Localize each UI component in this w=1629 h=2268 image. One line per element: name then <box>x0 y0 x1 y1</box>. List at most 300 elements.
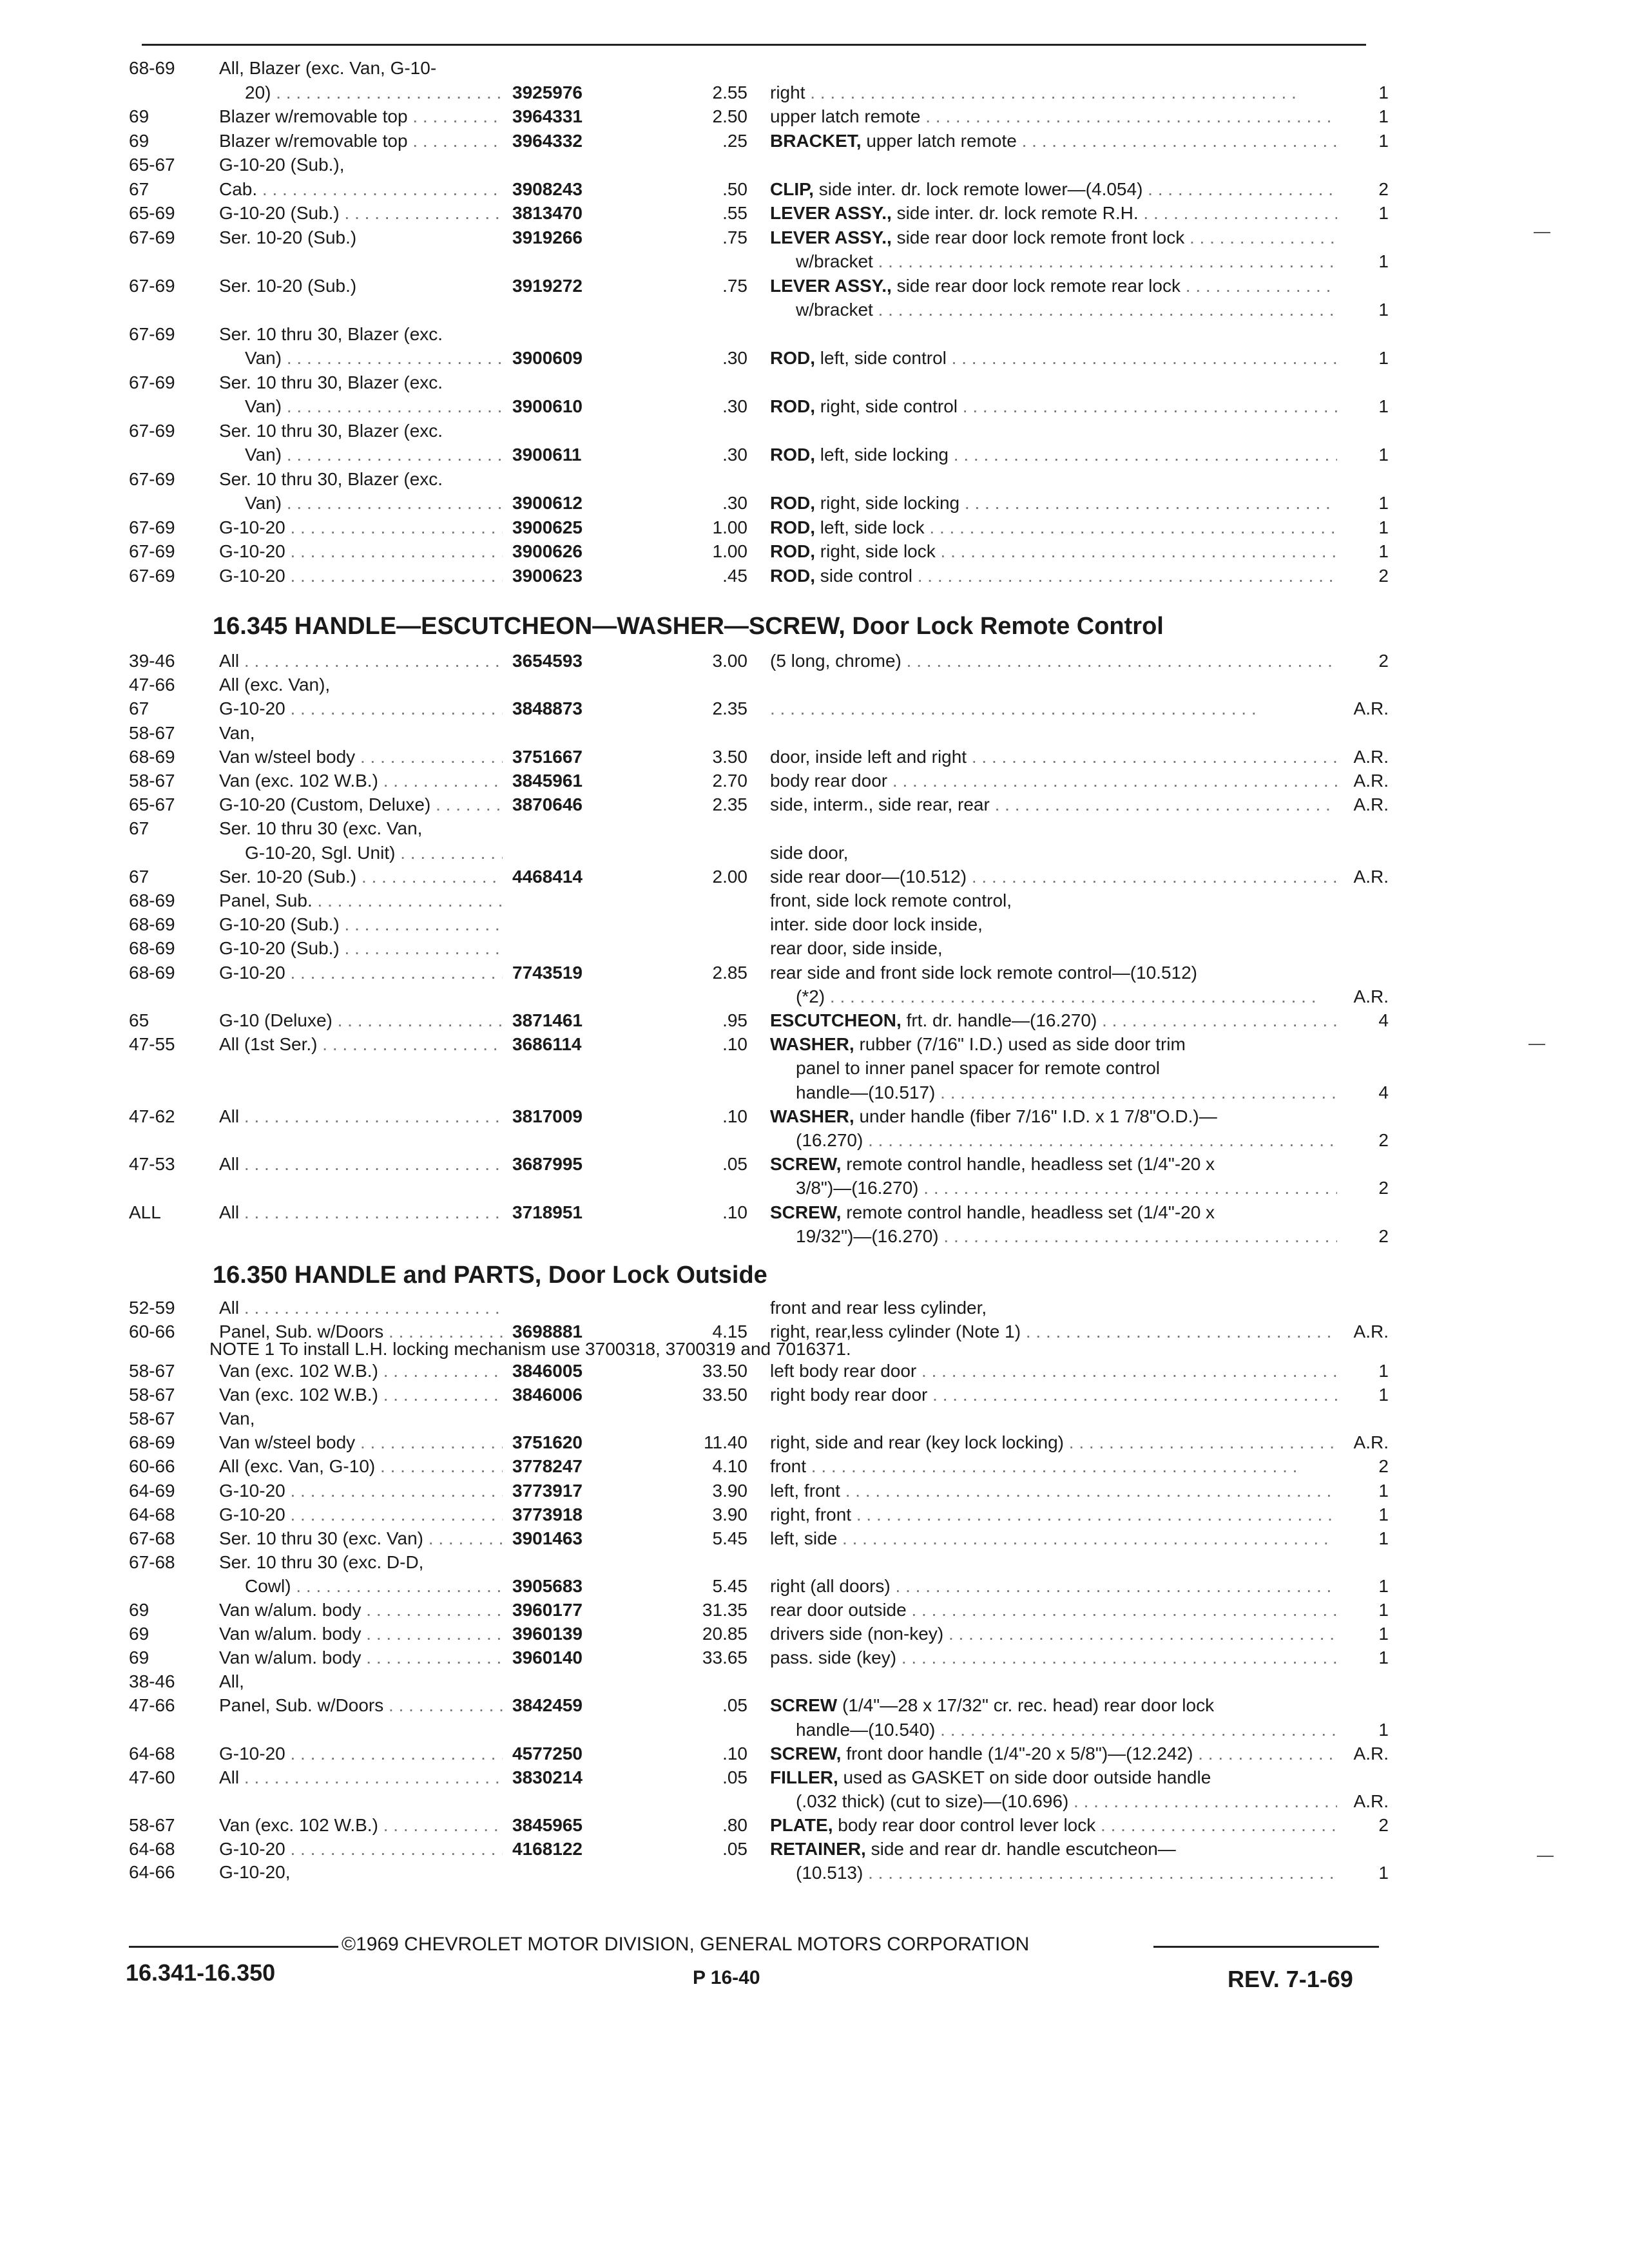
section-heading-16-350: 16.350 HANDLE and PARTS, Door Lock Outside <box>213 1262 767 1289</box>
quantity: A.R. <box>1353 1432 1389 1453</box>
quantity: 1 <box>1378 493 1389 513</box>
quantity: A.R. <box>1353 1743 1389 1763</box>
description-text: side and rear dr. handle escutcheon— <box>865 1839 1176 1859</box>
application: G-10-20 . . . <box>219 1479 503 1503</box>
part-number: 3919272 <box>512 275 583 296</box>
description-text: rubber (7/16" I.D.) used as side door trim <box>854 1034 1186 1055</box>
part-number: 3718951 <box>512 1202 583 1222</box>
part-name: ESCUTCHEON, <box>770 1010 901 1030</box>
part-number: 3817009 <box>512 1106 583 1126</box>
description-text: right body rear door <box>770 1385 928 1405</box>
table-row <box>0 81 1629 104</box>
list-price: 33.65 <box>702 1648 747 1668</box>
table-row <box>0 1081 1629 1104</box>
table-row <box>0 649 1629 673</box>
quantity: A.R. <box>1353 1791 1389 1811</box>
table-row <box>0 1431 1629 1454</box>
part-name: WASHER, <box>770 1106 854 1126</box>
quantity: 1 <box>1378 1648 1389 1668</box>
model-year: 67-69 <box>129 372 175 392</box>
list-price: .30 <box>722 348 747 368</box>
part-description <box>796 1718 1337 1742</box>
description-text: side rear door—(10.512) <box>770 866 967 887</box>
quantity: 2 <box>1378 1130 1389 1150</box>
application: G-10-20 . . . <box>219 1742 503 1765</box>
part-number: 3686114 <box>512 1034 582 1055</box>
quantity: 1 <box>1378 251 1389 271</box>
model-year: 60-66 <box>129 1321 175 1341</box>
model-year: 64-66 <box>129 1862 175 1882</box>
description-text: front, side lock remote control, <box>770 890 1012 910</box>
description-text: side rear door lock remote rear lock <box>891 275 1181 296</box>
description-text: left, side locking <box>815 445 949 465</box>
list-price: 1.00 <box>712 541 747 561</box>
list-price: 2.50 <box>712 106 747 126</box>
part-description <box>770 1153 1337 1176</box>
part-description <box>770 130 1337 153</box>
application: Cab. . . . <box>219 178 503 201</box>
list-price: 2.35 <box>712 794 747 815</box>
description-text: rear side and front side lock remote control—(10.512) <box>770 962 1197 983</box>
revision-date: REV. 7-1-69 <box>1228 1966 1353 1992</box>
part-number: 3900626 <box>512 541 583 561</box>
quantity: 4 <box>1378 1082 1389 1102</box>
application: Van (exc. 102 W.B.) . . . <box>219 1383 503 1407</box>
application: G-10-20 . . . <box>219 697 503 720</box>
model-year: 68-69 <box>129 1432 175 1453</box>
description-text: right (all doors) <box>770 1575 891 1596</box>
part-description <box>770 1033 1337 1056</box>
part-description <box>770 1455 1337 1478</box>
model-year: 65 <box>129 1010 149 1030</box>
section-range: 16.341-16.350 <box>126 1959 276 1986</box>
table-row <box>0 298 1629 322</box>
part-number: 3964332 <box>512 130 583 151</box>
application: Ser. 10-20 (Sub.) . . . <box>219 865 503 889</box>
part-description <box>770 347 1337 370</box>
model-year: 67 <box>129 698 149 719</box>
part-description <box>770 81 1337 104</box>
list-price: 4.15 <box>712 1321 747 1341</box>
description-text: (5 long, chrome) <box>770 651 901 671</box>
description-text: under handle (fiber 7/16" I.D. x 1 7/8"O.D.)— <box>854 1106 1217 1126</box>
part-number: 3960139 <box>512 1624 583 1644</box>
list-price: 2.70 <box>712 771 747 791</box>
quantity: 2 <box>1378 1225 1389 1246</box>
description-text: left, side <box>770 1528 838 1548</box>
description-text: front <box>770 1456 807 1477</box>
table-row <box>0 1575 1629 1598</box>
description-text: right <box>770 82 805 102</box>
list-price: 5.45 <box>712 1528 747 1548</box>
description-text: frt. dr. handle—(16.270) <box>901 1010 1097 1030</box>
table-row <box>0 1153 1629 1176</box>
list-price: 1.00 <box>712 517 747 537</box>
model-year: 65-69 <box>129 203 175 223</box>
quantity: A.R. <box>1353 698 1389 719</box>
part-description <box>770 793 1337 816</box>
part-name: SCREW, <box>770 1154 842 1175</box>
quantity: 1 <box>1378 348 1389 368</box>
table-row <box>0 1503 1629 1526</box>
list-price: 31.35 <box>702 1600 747 1620</box>
part-number: 3698881 <box>512 1321 583 1341</box>
part-description <box>796 1057 1337 1080</box>
part-description <box>770 961 1337 985</box>
description-text: left body rear door <box>770 1361 917 1381</box>
application: G-10-20, Sgl. Unit) . . . <box>245 841 503 865</box>
model-year: 67-69 <box>129 275 175 296</box>
table-row <box>0 1599 1629 1622</box>
part-description <box>770 178 1337 201</box>
quantity: 2 <box>1378 651 1389 671</box>
application: All . . . <box>219 1296 503 1320</box>
description-text: side inter. dr. lock remote R.H. <box>891 203 1139 223</box>
application: G-10-20 . . . <box>219 540 503 563</box>
table-row <box>0 1407 1629 1430</box>
description-text: side, interm., side rear, rear <box>770 794 990 815</box>
part-description <box>770 841 1337 865</box>
table-row <box>0 1479 1629 1503</box>
table-row <box>0 1838 1629 1861</box>
part-name: RETAINER, <box>770 1839 866 1859</box>
part-name: PLATE, <box>770 1814 833 1835</box>
part-description <box>770 937 1337 960</box>
quantity: A.R. <box>1353 746 1389 767</box>
part-description <box>796 1129 1337 1152</box>
part-name: SCREW, <box>770 1743 842 1763</box>
part-number: 3905683 <box>512 1575 583 1596</box>
table-row <box>0 1718 1629 1742</box>
application: G-10 (Deluxe) . . . <box>219 1009 503 1032</box>
quantity: 1 <box>1378 445 1389 465</box>
table-row <box>0 395 1629 418</box>
table-row <box>0 1225 1629 1248</box>
list-price: .10 <box>722 1034 747 1055</box>
list-price: .95 <box>722 1010 747 1030</box>
list-price: .25 <box>722 130 747 151</box>
model-year: 58-67 <box>129 722 175 743</box>
part-description <box>796 1177 1337 1200</box>
table-row <box>0 1105 1629 1128</box>
table-row <box>0 153 1629 177</box>
table-row <box>0 1527 1629 1550</box>
quantity: 4 <box>1378 1010 1389 1030</box>
application: All, Blazer (exc. Van, G-10- <box>219 58 437 78</box>
application: Van (exc. 102 W.B.) . . . <box>219 1814 503 1837</box>
table-row <box>0 130 1629 153</box>
part-number: 3654593 <box>512 651 583 671</box>
model-year: 67-69 <box>129 517 175 537</box>
model-year: 58-67 <box>129 1814 175 1835</box>
part-description <box>796 250 1337 273</box>
table-row <box>0 889 1629 912</box>
part-number: 3900625 <box>512 517 583 537</box>
quantity: 2 <box>1378 1178 1389 1198</box>
list-price: 2.55 <box>712 82 747 102</box>
list-price: .05 <box>722 1695 747 1716</box>
description-text: body rear door control lever lock <box>833 1814 1096 1835</box>
description-text: door, inside left and right <box>770 746 967 767</box>
model-year: 52-59 <box>129 1298 175 1318</box>
table-row <box>0 961 1629 985</box>
part-number: 3842459 <box>512 1695 583 1716</box>
table-row <box>0 540 1629 563</box>
list-price: 2.35 <box>712 698 747 719</box>
model-year: 68-69 <box>129 58 175 78</box>
quantity: 1 <box>1378 517 1389 537</box>
table-row <box>0 1455 1629 1478</box>
part-number: 3900610 <box>512 396 583 416</box>
application: G-10-20 (Custom, Deluxe) . . . <box>219 793 503 816</box>
part-description <box>770 274 1337 298</box>
description-text: 3/8")—(16.270) <box>796 1178 919 1198</box>
application: All, <box>219 1671 244 1692</box>
table-row <box>0 202 1629 225</box>
application: G-10-20 (Sub.) . . . <box>219 202 503 225</box>
application: G-10-20 (Sub.) . . . <box>219 913 503 936</box>
table-row <box>0 57 1629 80</box>
table-row <box>0 1129 1629 1152</box>
margin-mark <box>1528 1044 1545 1045</box>
part-number: 3960140 <box>512 1648 583 1668</box>
table-row <box>0 274 1629 298</box>
application: Ser. 10 thru 30 (exc. D-D, <box>219 1552 424 1572</box>
part-number: 4168122 <box>512 1839 583 1859</box>
model-year: 67-68 <box>129 1552 175 1572</box>
list-price: .05 <box>722 1767 747 1787</box>
application: G-10-20 . . . <box>219 516 503 539</box>
part-name: ROD, <box>770 517 815 537</box>
description-text: right, front <box>770 1504 852 1524</box>
application: G-10-20 . . . <box>219 564 503 588</box>
table-row <box>0 347 1629 370</box>
description-text: used as GASKET on side door outside handle <box>838 1767 1211 1787</box>
part-name: ROD, <box>770 493 815 513</box>
description-text: side control <box>815 565 912 586</box>
quantity: A.R. <box>1353 771 1389 791</box>
description-text: right, side locking <box>815 493 960 513</box>
quantity: 2 <box>1378 178 1389 199</box>
part-name: ROD, <box>770 348 815 368</box>
list-price: .80 <box>722 1814 747 1835</box>
description-text: rear door, side inside, <box>770 938 943 959</box>
part-name: BRACKET, <box>770 130 862 151</box>
application: G-10-20 . . . <box>219 1503 503 1526</box>
model-year: ALL <box>129 1202 161 1222</box>
model-year: 47-66 <box>129 1695 175 1716</box>
part-description <box>796 298 1337 322</box>
table-row <box>0 1742 1629 1765</box>
application: Panel, Sub. w/Doors . . . <box>219 1694 503 1717</box>
table-row <box>0 1861 1629 1884</box>
quantity: 1 <box>1378 1719 1389 1740</box>
part-number: 3687995 <box>512 1154 583 1175</box>
table-row <box>0 673 1629 697</box>
quantity: 1 <box>1378 1361 1389 1381</box>
model-year: 67 <box>129 178 149 199</box>
table-row <box>0 1814 1629 1837</box>
description-text: front door handle (1/4"-20 x 5/8")—(12.242) <box>841 1743 1193 1763</box>
description-text: body rear door <box>770 771 888 791</box>
description-text: rear door outside <box>770 1600 907 1620</box>
table-row <box>0 913 1629 936</box>
margin-mark <box>1537 1856 1554 1857</box>
model-year: 67 <box>129 818 149 839</box>
quantity: A.R. <box>1353 794 1389 815</box>
model-year: 68-69 <box>129 962 175 983</box>
table-row <box>0 769 1629 793</box>
part-number: 3919266 <box>512 227 583 247</box>
application: All (exc. Van, G-10) . . . <box>219 1455 503 1478</box>
part-description <box>770 1479 1337 1503</box>
application: G-10-20 (Sub.) . . . <box>219 937 503 960</box>
description-text: side rear door lock remote front lock <box>891 227 1185 247</box>
quantity: 1 <box>1378 1624 1389 1644</box>
part-number: 3900611 <box>512 445 582 465</box>
part-description <box>770 202 1337 225</box>
quantity: 1 <box>1378 1600 1389 1620</box>
list-price: .45 <box>722 565 747 586</box>
part-description <box>770 443 1337 466</box>
part-number: 3964331 <box>512 106 583 126</box>
quantity: 1 <box>1378 130 1389 151</box>
table-row <box>0 817 1629 840</box>
table-row <box>0 178 1629 201</box>
application: Blazer w/removable top . . . <box>219 130 503 153</box>
quantity: 2 <box>1378 1814 1389 1835</box>
table-row <box>0 371 1629 394</box>
list-price: .10 <box>722 1202 747 1222</box>
table-row <box>0 697 1629 720</box>
part-description <box>770 1503 1337 1526</box>
list-price: 11.40 <box>704 1432 747 1453</box>
list-price: .30 <box>722 493 747 513</box>
table-row <box>0 1009 1629 1032</box>
model-year: 68-69 <box>129 938 175 959</box>
application: G-10-20 . . . <box>219 961 503 985</box>
application: 20) . . . <box>245 81 503 104</box>
quantity: 2 <box>1378 1456 1389 1477</box>
model-year: 67 <box>129 866 149 887</box>
table-row <box>0 1177 1629 1200</box>
table-row <box>0 323 1629 346</box>
application: Cowl) . . . <box>245 1575 503 1598</box>
model-year: 69 <box>129 1600 149 1620</box>
part-description <box>770 889 1337 912</box>
description-text: right, side and rear (key lock locking) <box>770 1432 1064 1453</box>
description-text: inter. side door lock inside, <box>770 914 983 935</box>
part-description <box>770 492 1337 515</box>
part-description <box>770 1646 1337 1669</box>
application: Ser. 10 thru 30, Blazer (exc. <box>219 323 443 344</box>
list-price: .10 <box>722 1106 747 1126</box>
description-text: left, side lock <box>815 517 925 537</box>
description-text: upper latch remote <box>861 130 1017 151</box>
list-price: .75 <box>722 227 747 247</box>
part-description <box>770 1622 1337 1646</box>
quantity: 1 <box>1378 106 1389 126</box>
part-description <box>770 1814 1337 1837</box>
quantity: 2 <box>1378 565 1389 586</box>
model-year: 68-69 <box>129 746 175 767</box>
quantity: 1 <box>1378 300 1389 320</box>
application: All . . . <box>219 1766 503 1789</box>
table-row <box>0 793 1629 816</box>
application: Van w/steel body . . . <box>219 1431 503 1454</box>
list-price: .30 <box>722 396 747 416</box>
application: Ser. 10 thru 30 (exc. Van) . . . <box>219 1527 503 1550</box>
part-description <box>770 1105 1337 1128</box>
table-row <box>0 1790 1629 1813</box>
part-description <box>770 1201 1337 1224</box>
part-name: CLIP, <box>770 178 814 199</box>
part-description <box>770 1575 1337 1598</box>
part-number: 3846005 <box>512 1361 583 1381</box>
description-text: panel to inner panel spacer for remote control <box>796 1058 1160 1079</box>
part-description <box>770 516 1337 539</box>
application: Ser. 10-20 (Sub.) <box>219 227 357 247</box>
list-price: 33.50 <box>702 1361 747 1381</box>
model-year: 64-68 <box>129 1839 175 1859</box>
part-name: LEVER ASSY., <box>770 227 892 247</box>
list-price: .05 <box>722 1839 747 1859</box>
page-number: P 16-40 <box>693 1967 760 1988</box>
description-text: (1/4"—28 x 17/32" cr. rec. head) rear door lock <box>837 1695 1215 1716</box>
application: G-10-20 (Sub.), <box>219 155 345 175</box>
model-year: 58-67 <box>129 1361 175 1381</box>
part-number: 3901463 <box>512 1528 583 1548</box>
part-number: 7743519 <box>512 962 583 983</box>
description-text: side inter. dr. lock remote lower—(4.054) <box>813 178 1143 199</box>
model-year: 64-68 <box>129 1743 175 1763</box>
top-rule <box>142 44 1366 46</box>
part-description <box>770 697 1337 720</box>
part-number: 3846006 <box>512 1385 583 1405</box>
part-description <box>770 649 1337 673</box>
list-price: 2.85 <box>712 962 747 983</box>
application: Van, <box>219 1408 255 1429</box>
part-number: 3778247 <box>512 1456 583 1477</box>
table-row <box>0 443 1629 466</box>
description-text: w/bracket <box>796 300 873 320</box>
table-row <box>0 722 1629 745</box>
model-year: 68-69 <box>129 890 175 910</box>
description-text: left, side control <box>815 348 947 368</box>
part-name: ROD, <box>770 396 815 416</box>
model-year: 67-69 <box>129 541 175 561</box>
part-name: LEVER ASSY., <box>770 275 892 296</box>
table-row <box>0 1201 1629 1224</box>
list-price: .55 <box>722 203 747 223</box>
model-year: 68-69 <box>129 914 175 935</box>
part-number: 3751667 <box>512 746 583 767</box>
part-name: WASHER, <box>770 1034 854 1055</box>
list-price: .50 <box>722 178 747 199</box>
part-description <box>770 865 1337 889</box>
application: All . . . <box>219 1105 503 1128</box>
application: Panel, Sub. . . . <box>219 889 503 912</box>
table-row <box>0 1766 1629 1789</box>
quantity: 1 <box>1378 1385 1389 1405</box>
part-description <box>796 1081 1337 1104</box>
part-number: 3813470 <box>512 203 583 223</box>
model-year: 67-68 <box>129 1528 175 1548</box>
table-row <box>0 1296 1629 1320</box>
description-text: drivers side (non-key) <box>770 1624 944 1644</box>
footer-rule-right <box>1153 1946 1379 1948</box>
list-price: .30 <box>722 445 747 465</box>
